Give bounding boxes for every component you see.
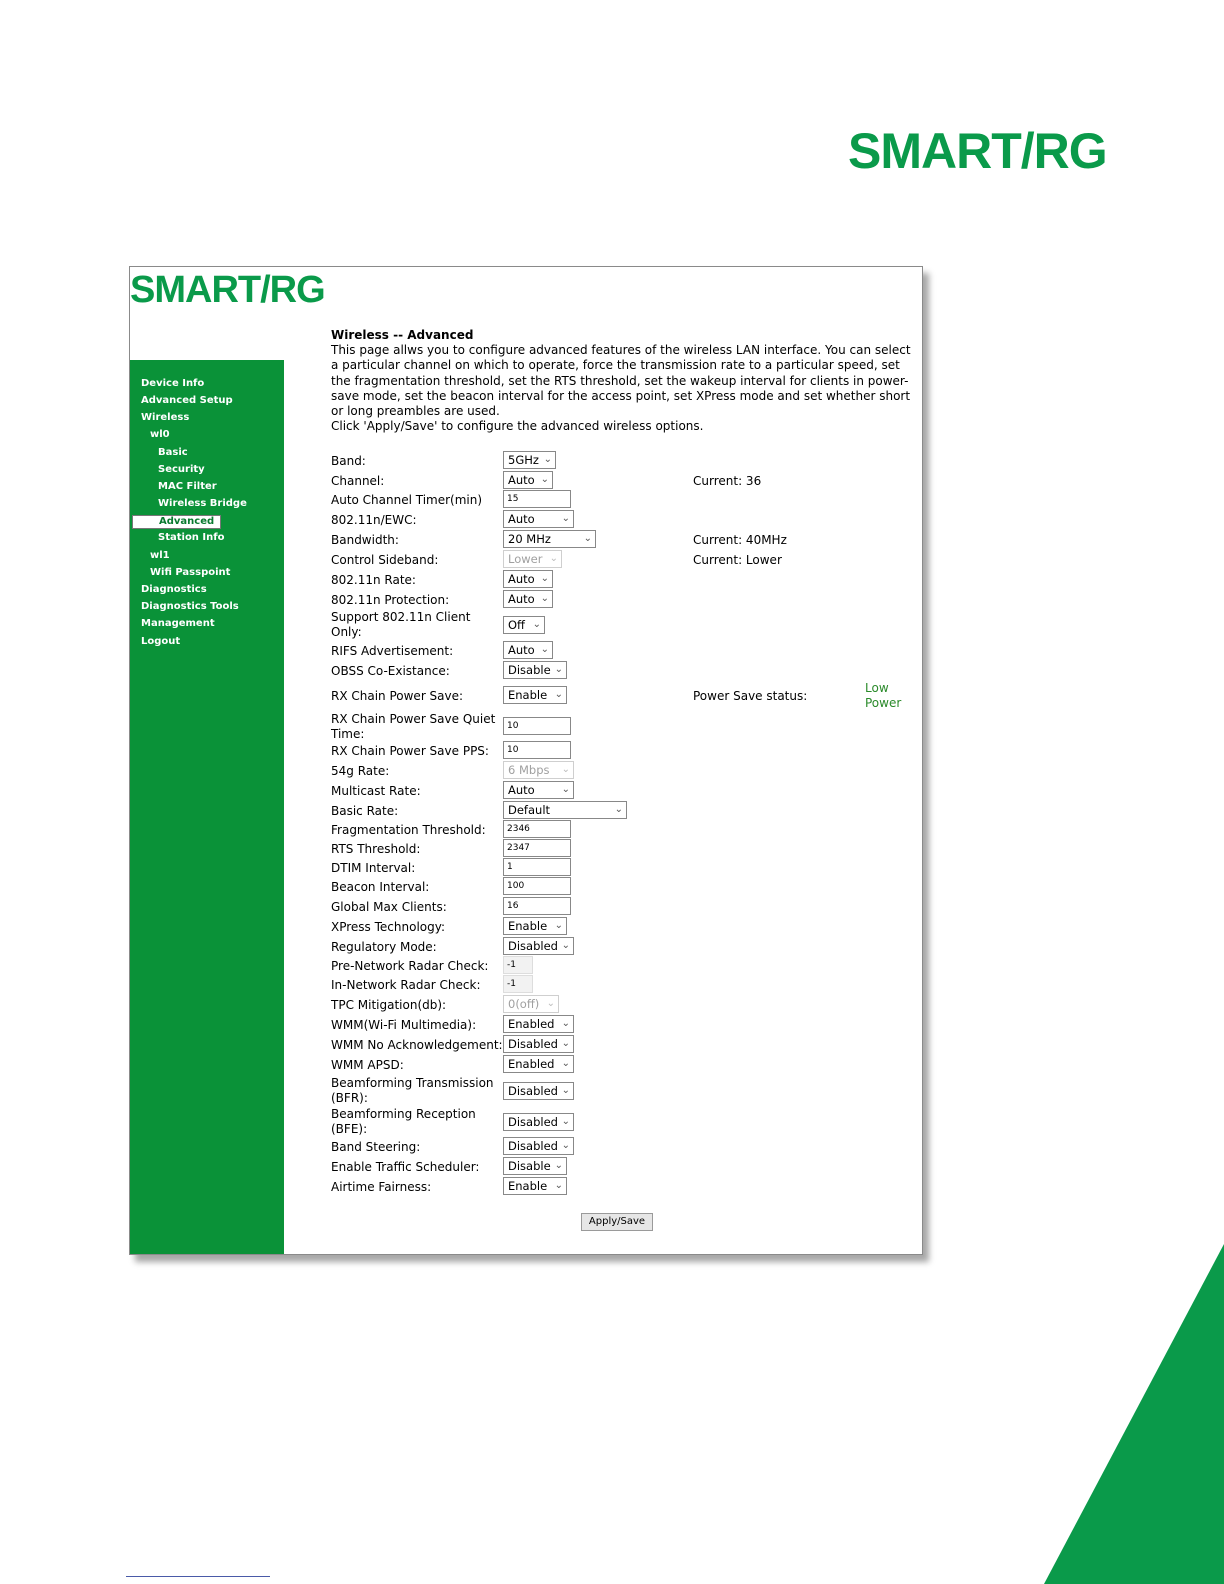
chevron-down-icon: ⌄ (540, 593, 549, 604)
chevron-down-icon: ⌄ (549, 553, 558, 564)
chevron-down-icon: ⌄ (561, 764, 570, 775)
apply-save-button[interactable]: Apply/Save (581, 1213, 653, 1231)
tpc-mitigation-label: TPC Mitigation(db): (331, 998, 447, 1012)
band-select[interactable]: 5GHz ⌄ (503, 451, 556, 469)
channel-select[interactable]: Auto ⌄ (503, 471, 553, 489)
n-rate-label: 802.11n Rate: (331, 573, 416, 587)
channel-current: Current: 36 (693, 474, 762, 488)
screenshot-frame (129, 266, 923, 1255)
power-save-status-value: Low Power (865, 681, 902, 710)
rts-threshold-label: RTS Threshold: (331, 842, 421, 856)
wmm-apsd-label: WMM APSD: (331, 1058, 404, 1072)
smartrg-logo: SMART/RG (848, 123, 1107, 179)
auto-channel-timer-label: Auto Channel Timer(min) (331, 493, 483, 507)
n-client-only-label: Support 802.11n Client Only: (331, 610, 471, 639)
rx-pps-input[interactable]: 10 (503, 741, 571, 759)
beacon-label: Beacon Interval: (331, 880, 430, 894)
channel-label: Channel: (331, 474, 385, 488)
bfe-label: Beamforming Reception (BFE): (331, 1107, 476, 1136)
chevron-down-icon: ⌄ (540, 644, 549, 655)
wmm-no-ack-select[interactable]: Disabled ⌄ (503, 1035, 574, 1053)
control-sideband-select: Lower ⌄ (503, 550, 562, 568)
in-network-radar-input: -1 (503, 975, 533, 993)
wmm-apsd-select[interactable]: Enabled ⌄ (503, 1055, 574, 1073)
sidebar-item-wl1[interactable]: wl1 (150, 550, 170, 561)
n-protection-label: 802.11n Protection: (331, 593, 450, 607)
g-rate-select: 6 Mbps ⌄ (503, 761, 574, 779)
obss-select[interactable]: Disable ⌄ (503, 661, 567, 679)
rts-threshold-input[interactable]: 2347 (503, 839, 571, 857)
router-ui-logo: SMART/RG (130, 269, 325, 311)
auto-channel-timer-input[interactable]: 15 (503, 490, 571, 508)
sidebar-item-advanced-setup[interactable]: Advanced Setup (141, 395, 233, 406)
bfe-select[interactable]: Disabled ⌄ (503, 1113, 574, 1131)
chevron-down-icon: ⌄ (554, 1180, 563, 1191)
chevron-down-icon: ⌄ (614, 804, 623, 815)
basic-rate-select[interactable]: Default ⌄ (503, 801, 627, 819)
chevron-down-icon: ⌄ (561, 1038, 570, 1049)
n-client-only-select[interactable]: Off ⌄ (503, 616, 545, 634)
in-network-radar-label: In-Network Radar Check: (331, 978, 481, 992)
chevron-down-icon: ⌄ (561, 784, 570, 795)
multicast-rate-select[interactable]: Auto ⌄ (503, 781, 574, 799)
sidebar-item-logout[interactable]: Logout (141, 636, 181, 647)
chevron-down-icon: ⌄ (583, 533, 592, 544)
bandwidth-label: Bandwidth: (331, 533, 399, 547)
sidebar-item-station-info[interactable]: Station Info (158, 532, 225, 543)
chevron-down-icon: ⌄ (561, 1116, 570, 1127)
bfr-select[interactable]: Disabled ⌄ (503, 1082, 574, 1100)
control-sideband-current: Current: Lower (693, 553, 782, 567)
obss-label: OBSS Co-Existance: (331, 664, 450, 678)
xpress-label: XPress Technology: (331, 920, 446, 934)
chevron-down-icon: ⌄ (532, 619, 541, 630)
sidebar-item-security[interactable]: Security (158, 464, 205, 475)
power-save-status-label: Power Save status: (693, 689, 808, 703)
traffic-scheduler-select[interactable]: Disable ⌄ (503, 1157, 567, 1175)
chevron-down-icon: ⌄ (554, 1160, 563, 1171)
control-sideband-label: Control Sideband: (331, 553, 439, 567)
dtim-label: DTIM Interval: (331, 861, 416, 875)
sidebar-item-management[interactable]: Management (141, 618, 215, 629)
bandwidth-select[interactable]: 20 MHz ⌄ (503, 530, 596, 548)
band-steering-label: Band Steering: (331, 1140, 421, 1154)
sidebar-item-diagnostics[interactable]: Diagnostics (141, 584, 207, 595)
page-header (331, 328, 911, 435)
bfr-label: Beamforming Transmission (BFR): (331, 1076, 494, 1105)
wmm-label: WMM(Wi-Fi Multimedia): (331, 1018, 477, 1032)
chevron-down-icon: ⌄ (546, 998, 555, 1009)
chevron-down-icon: ⌄ (554, 920, 563, 931)
airtime-fairness-label: Airtime Fairness: (331, 1180, 432, 1194)
footer-divider (126, 1576, 270, 1577)
ewc-label: 802.11n/EWC: (331, 513, 417, 527)
multicast-rate-label: Multicast Rate: (331, 784, 421, 798)
rx-power-save-label: RX Chain Power Save: (331, 689, 464, 703)
beacon-input[interactable]: 100 (503, 877, 571, 895)
max-clients-input[interactable]: 16 (503, 897, 571, 915)
chevron-down-icon: ⌄ (540, 573, 549, 584)
basic-rate-label: Basic Rate: (331, 804, 399, 818)
regulatory-mode-select[interactable]: Disabled ⌄ (503, 937, 574, 955)
chevron-down-icon: ⌄ (561, 513, 570, 524)
chevron-down-icon: ⌄ (554, 664, 563, 675)
sidebar-item-mac-filter[interactable]: MAC Filter (158, 481, 217, 492)
sidebar-item-wireless[interactable]: Wireless (141, 412, 190, 423)
traffic-scheduler-label: Enable Traffic Scheduler: (331, 1160, 480, 1174)
page-instruction: Click 'Apply/Save' to configure the advanced wireless options. (331, 419, 704, 434)
max-clients-label: Global Max Clients: (331, 900, 447, 914)
chevron-down-icon: ⌄ (554, 689, 563, 700)
chevron-down-icon: ⌄ (540, 474, 549, 485)
decorative-green-wedge (1044, 1244, 1224, 1584)
chevron-down-icon: ⌄ (561, 940, 570, 951)
sidebar-item-wl0[interactable]: wl0 (150, 429, 170, 440)
band-steering-select[interactable]: Disabled ⌄ (503, 1137, 574, 1155)
dtim-input[interactable]: 1 (503, 858, 571, 876)
n-protection-select[interactable]: Auto ⌄ (503, 590, 553, 608)
rx-pps-label: RX Chain Power Save PPS: (331, 744, 489, 758)
chevron-down-icon: ⌄ (561, 1140, 570, 1151)
frag-threshold-label: Fragmentation Threshold: (331, 823, 486, 837)
wmm-no-ack-label: WMM No Acknowledgement: (331, 1038, 503, 1052)
rx-power-save-select[interactable]: Enable ⌄ (503, 686, 567, 704)
rifs-label: RIFS Advertisement: (331, 644, 454, 658)
rx-quiet-time-input[interactable]: 10 (503, 717, 571, 735)
airtime-fairness-select[interactable]: Enable ⌄ (503, 1177, 567, 1195)
bandwidth-current: Current: 40MHz (693, 533, 787, 547)
page-description: This page allws you to configure advanced features of the wireless LAN interface. You can select a particular channel on which to operate, force the transmission rate to a particular speed, set the fragmentation threshold, set the RTS threshold, set the wakeup interval for clients in power-save mode, set the beacon interval for the access point, set XPress mode and set whether short or long preambles are used. (331, 343, 911, 419)
sidebar-item-device-info[interactable]: Device Info (141, 378, 205, 389)
chevron-down-icon: ⌄ (561, 1085, 570, 1096)
pre-network-radar-input: -1 (503, 956, 533, 974)
wmm-select[interactable]: Enabled ⌄ (503, 1015, 574, 1033)
n-rate-select[interactable]: Auto ⌄ (503, 570, 553, 588)
chevron-down-icon: ⌄ (561, 1018, 570, 1029)
ewc-select[interactable]: Auto ⌄ (503, 510, 574, 528)
xpress-select[interactable]: Enable ⌄ (503, 917, 567, 935)
rifs-select[interactable]: Auto ⌄ (503, 641, 553, 659)
band-label: Band: (331, 454, 366, 468)
g-rate-label: 54g Rate: (331, 764, 390, 778)
sidebar-nav (130, 360, 284, 1254)
chevron-down-icon: ⌄ (543, 454, 552, 465)
pre-network-radar-label: Pre-Network Radar Check: (331, 959, 489, 973)
sidebar-item-advanced[interactable]: Advanced (132, 515, 221, 529)
frag-threshold-input[interactable]: 2346 (503, 820, 571, 838)
sidebar-item-diagnostics-tools[interactable]: Diagnostics Tools (141, 601, 239, 612)
page-title: Wireless -- Advanced (331, 328, 474, 342)
tpc-mitigation-select: 0(off) ⌄ (503, 995, 559, 1013)
chevron-down-icon: ⌄ (561, 1058, 570, 1069)
sidebar-item-wireless-bridge[interactable]: Wireless Bridge (158, 498, 247, 509)
sidebar-item-wifi-passpoint[interactable]: Wifi Passpoint (150, 567, 231, 578)
regulatory-mode-label: Regulatory Mode: (331, 940, 437, 954)
sidebar-item-basic[interactable]: Basic (158, 447, 188, 458)
rx-quiet-time-label: RX Chain Power Save Quiet Time: (331, 712, 496, 741)
